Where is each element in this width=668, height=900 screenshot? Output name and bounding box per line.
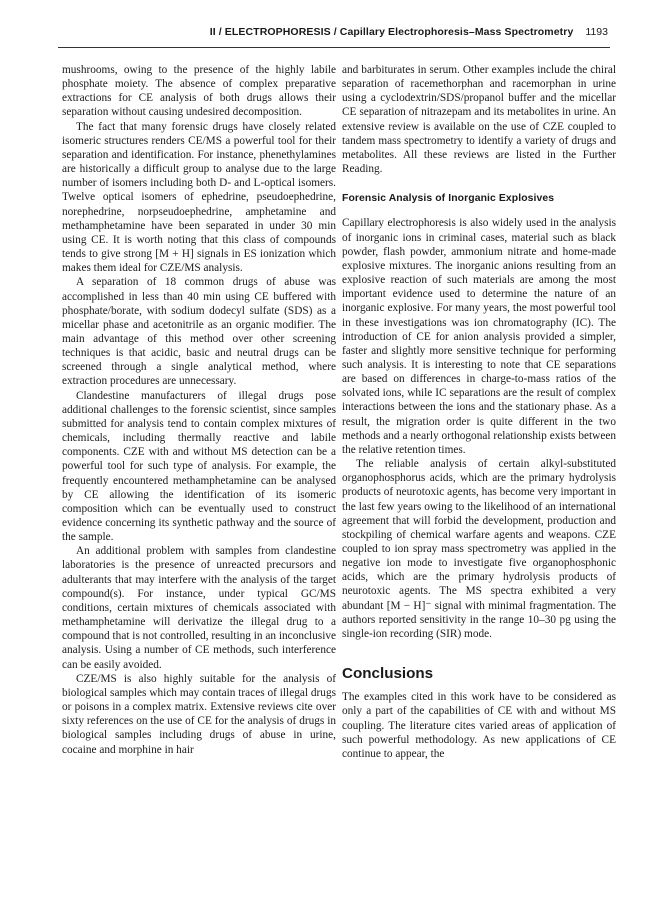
left-column (62, 63, 336, 757)
running-header (60, 26, 608, 46)
paragraph: The fact that many forensic drugs have closely related isomeric structures renders CE/MS a powerful tool for their separation and identification. For instance, phenethylamines are historically a difficult group to analyse due to the large number of isomers including both D- and L-optical isomers. Twelve optical isomers of ephedrine, pseudoephedrine, norephedrine, norpseudoephedrine, amphetamine and methamphetamine have been separated in under 30 min using CE. It is worth noting that this class of compounds tends to give strong [M + H] signals in ES ionization which makes them ideal for CZE/MS analysis. (62, 120, 336, 275)
paragraph: An additional problem with samples from clandestine laboratories is the presence of unreacted precursors and adulterants that may interfere with the analysis of the target compound(s). For instance, under typical GC/MS conditions, certain mixtures of chemicals associated with methamphetamine will derivatize the illegal drug to a compound that is not controlled, resulting in an inconclusive analysis. Using a number of CE methods, such interference can be easily avoided. (62, 545, 336, 671)
paragraph: mushrooms, owing to the presence of the highly labile phosphate moiety. The absence of complex preparative extractions for CE analysis of both drugs allows their separation without causing undesired decomposition. (62, 64, 336, 119)
paragraph: CZE/MS is also highly suitable for the analysis of biological samples which may contain traces of illegal drugs or poisons in a complex matrix. Extensive reviews cite over sixty references on the use of CE for the analysis of drugs in biological samples including drugs of abuse in urine, cocaine and morphine in hair (62, 672, 336, 756)
paragraph: A separation of 18 common drugs of abuse was accomplished in less than 40 min using CE buffered with phosphate/borate, with sodium dodecyl sulfate (SDS) as a micellar phase and acetonitrile as an organic modifier. The main advantage of this method over other screening techniques is that acidic, basic and neutral drugs can be screened through a single analytical method, where extraction procedures are unnecessary. (62, 276, 336, 388)
section-heading: Conclusions (342, 665, 434, 683)
paragraph: The reliable analysis of certain alkyl-substituted organophosphorus acids, which are the primary hydrolysis products of neurotoxic agents, has become very important in the last few years owing to the likelihood of an international agreement that will forbid the development, production and stockpiling of chemical warfare agents and weapons. CZE coupled to ion spray mass spectrometry was applied in the negative ion mode to investigate five organophosphonic acids, which are the primary hydrolysis products of neurotoxic agents. The MS spectra exhibited a very abundant [M − H]⁻ signal with minimal fragmentation. The authors reported sensitivity in the range 10–30 pg using the single-ion recording (SIR) mode. (342, 458, 616, 640)
paragraph: The examples cited in this work have to be considered as only a part of the capabilities of CE with and without MS coupling. The literature cites varied areas of application of such powerful methodology. As new applications of CE continue to appear, the (342, 691, 616, 760)
subsection-heading: Forensic Analysis of Inorganic Explosives (342, 193, 555, 205)
paragraph: and barbiturates in serum. Other examples include the chiral separation of racemethorphan and racemorphan in urine using a cyclodextrin/SDS/propanol buffer and the micellar CE separation of nitrazepam and its metabolites in urine. An extensive review is available on the use of CZE coupled to tandem mass spectrometry to identify a variety of drugs and metabolites. All these reviews are listed in the Further Reading. (342, 64, 616, 176)
page-number: 1193 (585, 26, 608, 38)
header-rule (58, 47, 610, 48)
paragraph: Clandestine manufacturers of illegal drugs pose additional challenges to the forensic scientist, since samples submitted for analysis tend to contain complex mixtures of chemicals, including thermally reactive and labile components. CZE with and without MS detection can be a powerful tool for such type of analysis. For example, the frequently encountered methamphetamine can be analysed by CE allowing the identification of its isomeric composition which can be eventually used to construct evidence concerning its synthetic pathway and the source of the sample. (62, 389, 336, 544)
header-title: II / ELECTROPHORESIS / Capillary Electrophoresis–Mass Spectrometry (209, 26, 574, 38)
right-column (342, 63, 616, 761)
paragraph: Capillary electrophoresis is also widely used in the analysis of inorganic ions in criminal cases, material such as black powder, flash powder, ammonium nitrate and home-made explosive mixtures. The inorganic anions resulting from an explosive reaction of such materials are among the most important evidence used to determine the nature of an inorganic explosive. For many years, the most powerful tool in these investigations was ion chromatography (IC). The introduction of CE for anion analysis provided a simpler, faster and slightly more sensitive technique for performing such analysis. It is interesting to note that CE separations are based on differences in charge-to-mass ratios of the solvated ions, while IC separations are the result of complex interactions between the ions and the stationary phase. As a result, the migration order is quite different in the two methods and a nearly orthogonal relationship exists between the relative retention times. (342, 217, 616, 456)
